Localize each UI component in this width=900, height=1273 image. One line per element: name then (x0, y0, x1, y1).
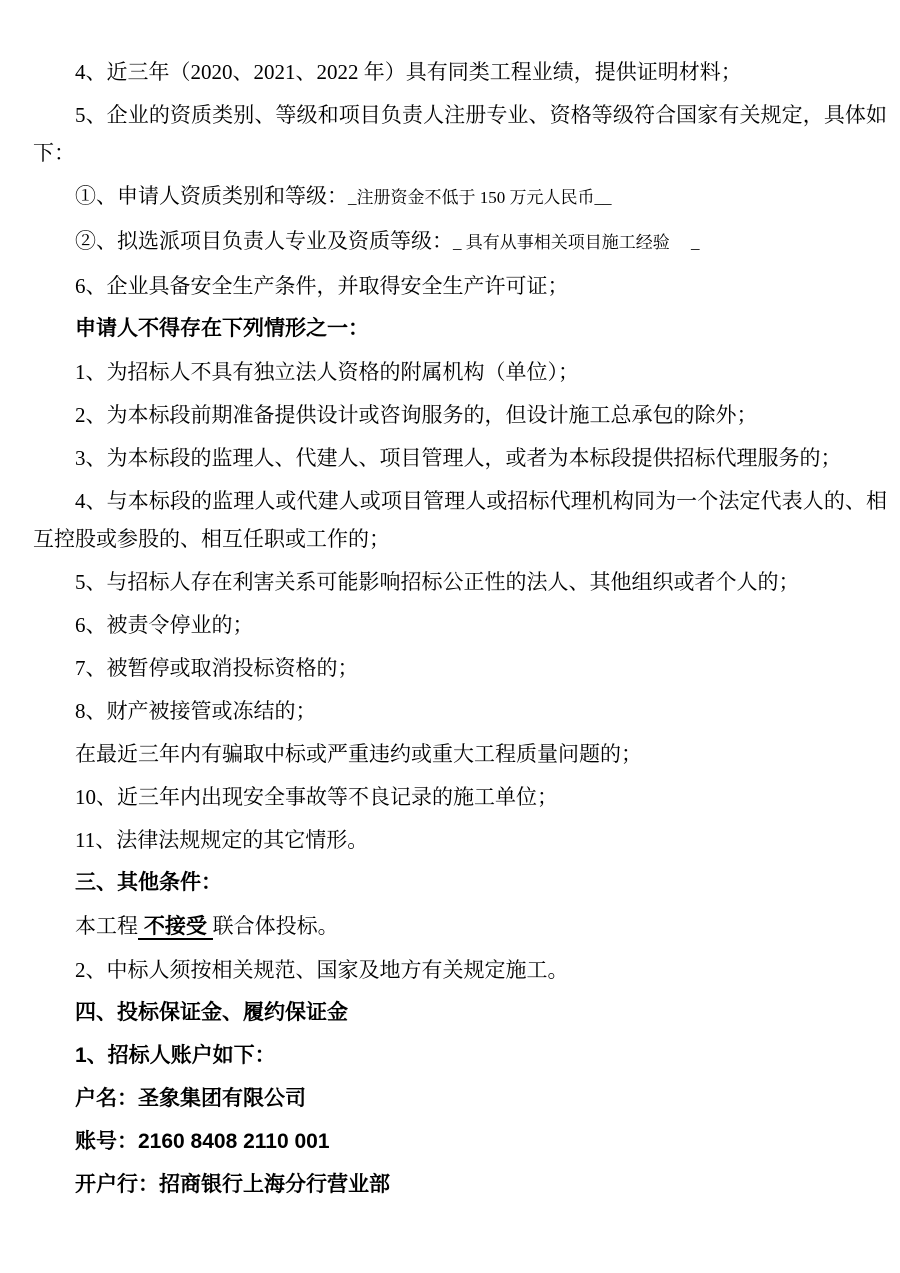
text-run: _注册资金不低于 150 万元人民币__ (348, 188, 612, 207)
paragraph-19 (33, 907, 887, 946)
text-run: 联合体投标。 (212, 914, 339, 938)
paragraph-20 (33, 951, 887, 989)
paragraph-8 (33, 396, 887, 434)
text-run: 5、企业的资质类别、等级和项目负责人注册专业、资格等级符合国家有关规定，具体如下： (33, 103, 887, 165)
text-run: 6、企业具备安全生产条件，并取得安全生产许可证； (75, 274, 569, 298)
document-body (33, 53, 887, 1204)
paragraph-24 (33, 1123, 887, 1161)
paragraph-11 (33, 563, 887, 601)
text-run: 2、为本标段前期准备提供设计或咨询服务的，但设计施工总承包的除外； (75, 403, 758, 427)
underlined-fill-text: 不接受 (138, 915, 213, 938)
paragraph-22 (33, 1037, 887, 1075)
text-run: 6、被责令停业的； (75, 613, 254, 637)
text-run: 1、为招标人不具有独立法人资格的附属机构（单位）； (75, 360, 579, 384)
paragraph-10 (33, 482, 887, 558)
text-run: ①、申请人资质类别和等级： (75, 184, 348, 208)
text-run: _ 具有从事相关项目施工经验 _ (453, 233, 700, 252)
text-run: 11、法律法规规定的其它情形。 (75, 828, 369, 852)
paragraph-16 (33, 778, 887, 816)
text-run: 1、招标人账户如下： (75, 1044, 276, 1067)
paragraph-18 (33, 864, 887, 902)
text-run: 4、与本标段的监理人或代建人或项目管理人或招标代理机构同为一个法定代表人的、相互控股或参股的、相互任职或工作的； (33, 489, 887, 551)
text-run: 在最近三年内有骗取中标或严重违约或重大工程质量问题的； (75, 742, 642, 766)
text-run: 本工程 (75, 914, 138, 938)
paragraph-15 (33, 735, 887, 773)
paragraph-5 (33, 267, 887, 305)
paragraph-7 (33, 353, 887, 391)
paragraph-13 (33, 649, 887, 687)
paragraph-4 (33, 222, 887, 262)
paragraph-9 (33, 439, 887, 477)
paragraph-12 (33, 606, 887, 644)
text-run: 四、投标保证金、履约保证金 (75, 1001, 348, 1024)
paragraph-25 (33, 1166, 887, 1204)
text-run: 4、近三年（2020、2021、2022 年）具有同类工程业绩，提供证明材料； (75, 60, 742, 84)
text-run: 2、中标人须按相关规范、国家及地方有关规定施工。 (75, 958, 569, 982)
paragraph-1 (33, 53, 887, 91)
text-run: 申请人不得存在下列情形之一： (75, 317, 369, 340)
text-run: 5、与招标人存在利害关系可能影响招标公正性的法人、其他组织或者个人的； (75, 570, 800, 594)
text-run: 3、为本标段的监理人、代建人、项目管理人，或者为本标段提供招标代理服务的； (75, 446, 842, 470)
text-run: 开户行：招商银行上海分行营业部 (75, 1173, 390, 1196)
paragraph-2 (33, 96, 887, 172)
text-run: 7、被暂停或取消投标资格的； (75, 656, 359, 680)
text-run: 8、财产被接管或冻结的； (75, 699, 317, 723)
text-run: 户名：圣象集团有限公司 (75, 1087, 306, 1110)
text-run: 10、近三年内出现安全事故等不良记录的施工单位； (75, 785, 558, 809)
paragraph-23 (33, 1080, 887, 1118)
text-run: 三、其他条件： (75, 871, 222, 894)
paragraph-6 (33, 310, 887, 348)
paragraph-14 (33, 692, 887, 730)
paragraph-21 (33, 994, 887, 1032)
paragraph-3 (33, 177, 887, 217)
text-run: 账号：2160 8408 2110 001 (75, 1130, 330, 1153)
paragraph-17 (33, 821, 887, 859)
text-run: ②、拟选派项目负责人专业及资质等级： (75, 229, 453, 253)
